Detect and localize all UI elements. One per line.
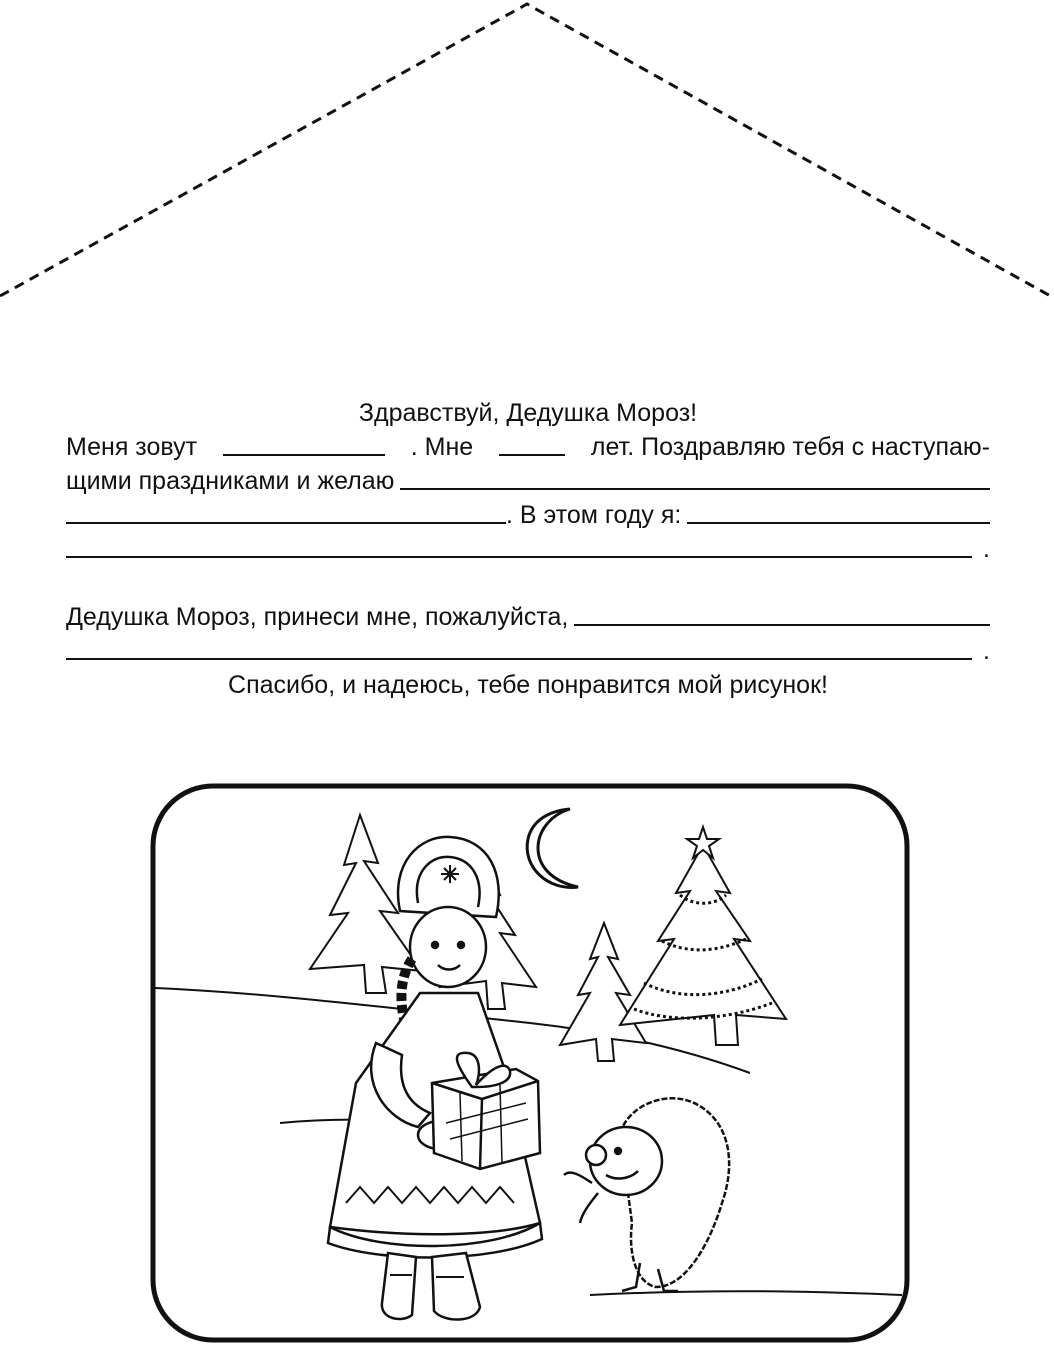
this-year-blank[interactable] xyxy=(687,498,990,524)
letter-text xyxy=(66,396,990,702)
letter-line-2 xyxy=(66,464,990,498)
cut-line-roof xyxy=(0,0,1054,310)
gift-request-blank-continued[interactable] xyxy=(66,634,972,660)
congrats-text: лет. Поздравляю тебя с наступаю- xyxy=(590,433,990,461)
this-year-label: . В этом году я: xyxy=(506,501,682,529)
request-label: Дедушка Мороз, принеси мне, пожалуйста, xyxy=(66,603,569,631)
letter-line-1 xyxy=(66,430,990,464)
this-year-blank-continued[interactable] xyxy=(66,532,972,558)
wish-blank-continued[interactable] xyxy=(66,498,506,524)
line-end-period: . xyxy=(983,535,990,563)
letter-line-3 xyxy=(66,498,990,532)
age-blank[interactable] xyxy=(499,430,565,456)
wish-blank[interactable] xyxy=(400,464,990,490)
line-end-period: . xyxy=(983,637,990,665)
letter-line-4 xyxy=(66,532,990,566)
greeting: Здравствуй, Дедушка Мороз! xyxy=(358,399,698,427)
gift-request-blank[interactable] xyxy=(574,600,990,626)
illustration-frame xyxy=(150,783,910,1343)
name-label: Меня зовут xyxy=(66,433,198,461)
wish-label: щими праздниками и желаю xyxy=(66,467,395,495)
letter-line-5 xyxy=(66,600,990,634)
letter-line-6 xyxy=(66,634,990,668)
age-label: . Мне xyxy=(410,433,474,461)
closing-line: Спасибо, и надеюсь, тебе понравится мой рисунок! xyxy=(228,671,828,699)
name-blank[interactable] xyxy=(223,430,385,456)
